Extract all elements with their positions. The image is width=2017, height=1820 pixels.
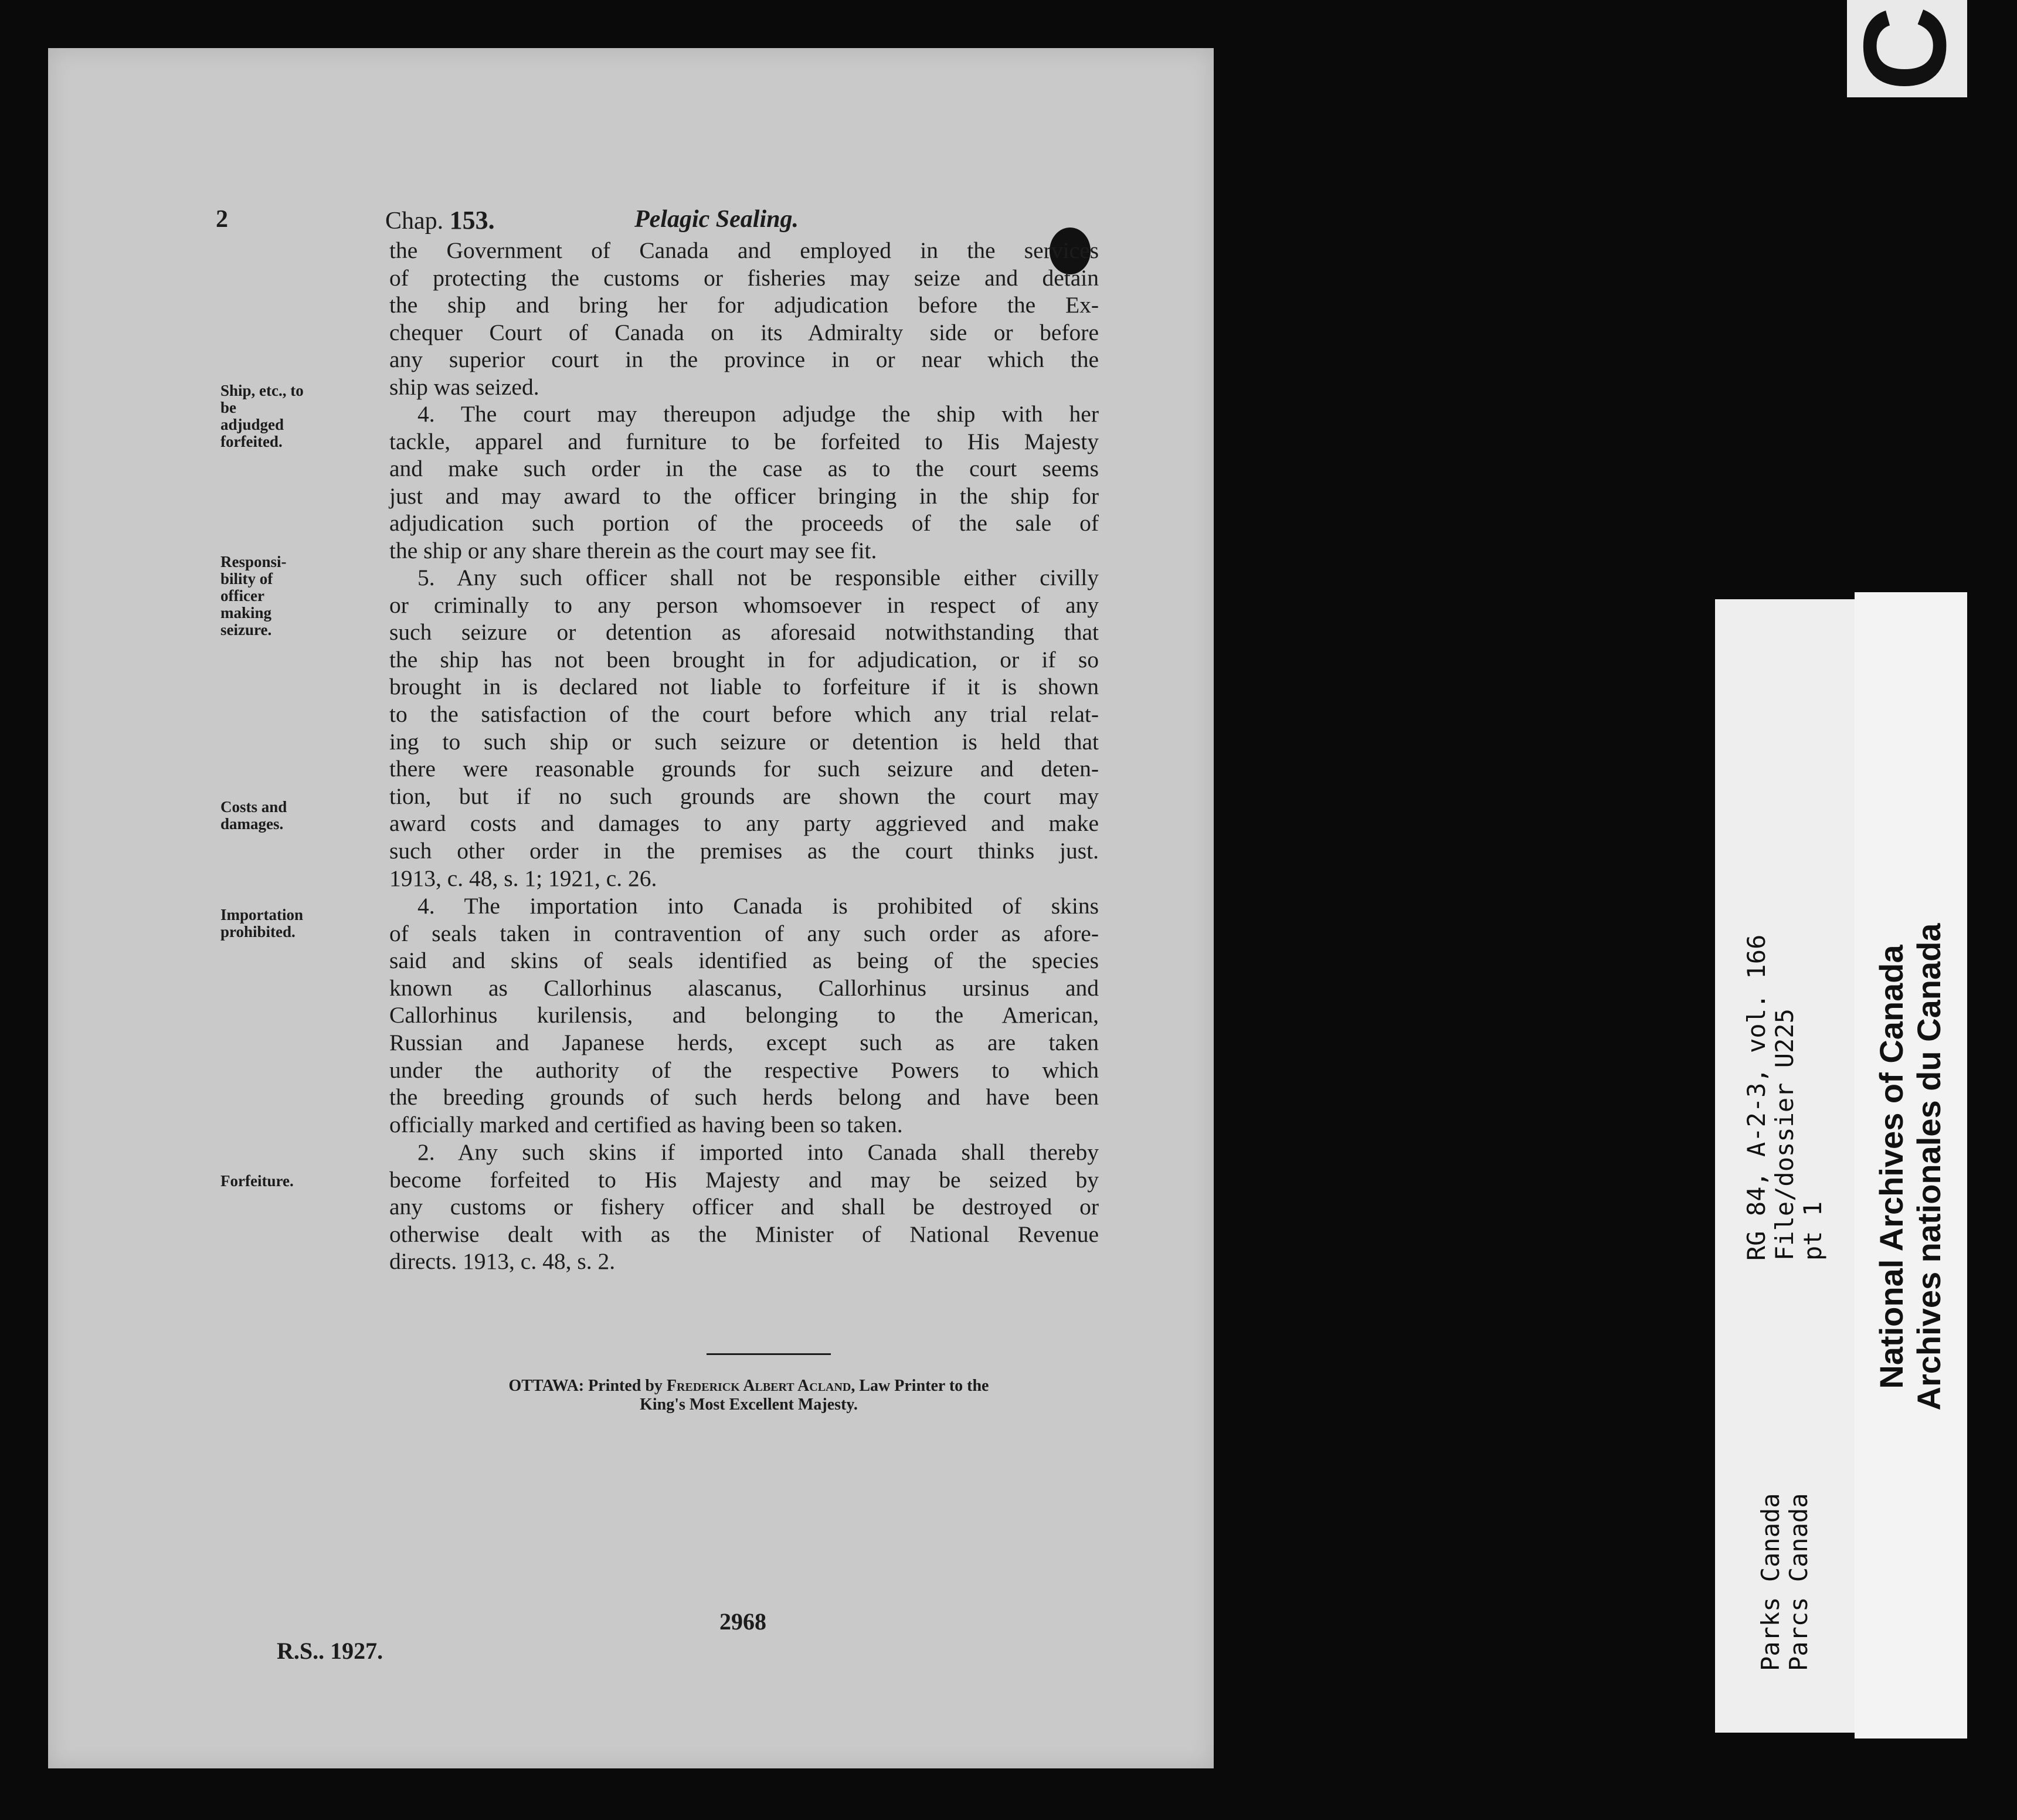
sidenote-ship-forfeited: Ship, etc., to be adjudged forfeited. <box>220 382 304 450</box>
paragraph-3-4: 4. The court may thereupon adjudge the ship with her tackle, apparel and furniture to be forfeited to His Majesty and make such order in the case as to the court seems just and may award to the officer bringing in the ship for adjudication such portion of the proceeds of the sale of the ship or any share therein as the court may see fit. <box>389 401 1099 563</box>
document-page <box>48 48 1214 1768</box>
sidenote-costs: Costs and damages. <box>220 798 287 833</box>
tag-glyph: C <box>1839 6 1971 91</box>
page-number-top: 2 <box>216 206 228 233</box>
archive-reference: RG 84, A-2-3, vol. 166 File/dossier U225 pt 1 <box>1742 934 1827 1261</box>
paragraph-3-5: 5. Any such officer shall not be responsible either civilly or criminally to any person whomsoever in respect of any such seizure or detention as aforesaid notwithstanding that the ship has not been brought in for adjudication, or if so brought in is declared not liable to forfeiture if it is shown to the satisfaction of the court before which any trial relat- ing to such ship or such seizure or detention is held that there were reasonable grounds for such seizure and deten- tion, but if no such grounds are shown the court may award costs and damages to any party aggrieved and make such other order in the premises as the court thinks just. 1913, c. 48, s. 1; 1921, c. 26. <box>389 565 1099 891</box>
chapter-number: 153. <box>449 206 495 235</box>
running-title: Pelagic Sealing. <box>634 206 799 233</box>
paragraph-3-continued: the Government of Canada and employed in the services of protecting the customs or fisheries may seize and detain the ship and bring her for adjudication before the Ex- chequer Court of Canada on its Admiralty side or before any superior court in the province in or near which the ship was seized. <box>389 237 1099 400</box>
separator-rule <box>707 1353 831 1355</box>
corner-tag <box>1839 0 1971 97</box>
section-4: 4. The importation into Canada is prohibited of skins of seals taken in contravention of any such order as afore- said and skins of seals identified as being of the species known as Callorhinus alascanus, Callorhinus ursinus and Callorhinus kurilensis, and belonging to the American, Russian and Japanese herds, except such as are taken under the authority of the respective Powers to which the breeding grounds of such herds belong and have been officially marked and certified as having been so taken. <box>389 893 1099 1138</box>
printer-name: Frederick Albert Acland, <box>666 1377 855 1395</box>
sidenote-responsibility: Responsi- bility of officer making seizure. <box>220 553 287 639</box>
agency-label: Parks Canada Parcs Canada <box>1756 1493 1813 1671</box>
chapter-label: Chap. 153. <box>385 206 495 235</box>
printer-imprint: OTTAWA: Printed by Frederick Albert Acland, Law Printer to the King's Most Excellent Majesty. <box>508 1377 989 1414</box>
institution-label: National Archives of Canada Archives nationales du Canada <box>1873 923 1947 1411</box>
section-4-2: 2. Any such skins if imported into Canada shall thereby become forfeited to His Majesty and may be seized by any customs or fishery officer and shall be destroyed or otherwise dealt with as the Minister of National Revenue directs. 1913, c. 48, s. 2. <box>389 1139 1099 1275</box>
revised-statutes-label: R.S.. 1927. <box>277 1638 383 1664</box>
sidenote-forfeiture: Forfeiture. <box>220 1172 294 1190</box>
page-number-bottom: 2968 <box>719 1608 766 1635</box>
sidenote-importation: Importation prohibited. <box>220 906 303 940</box>
